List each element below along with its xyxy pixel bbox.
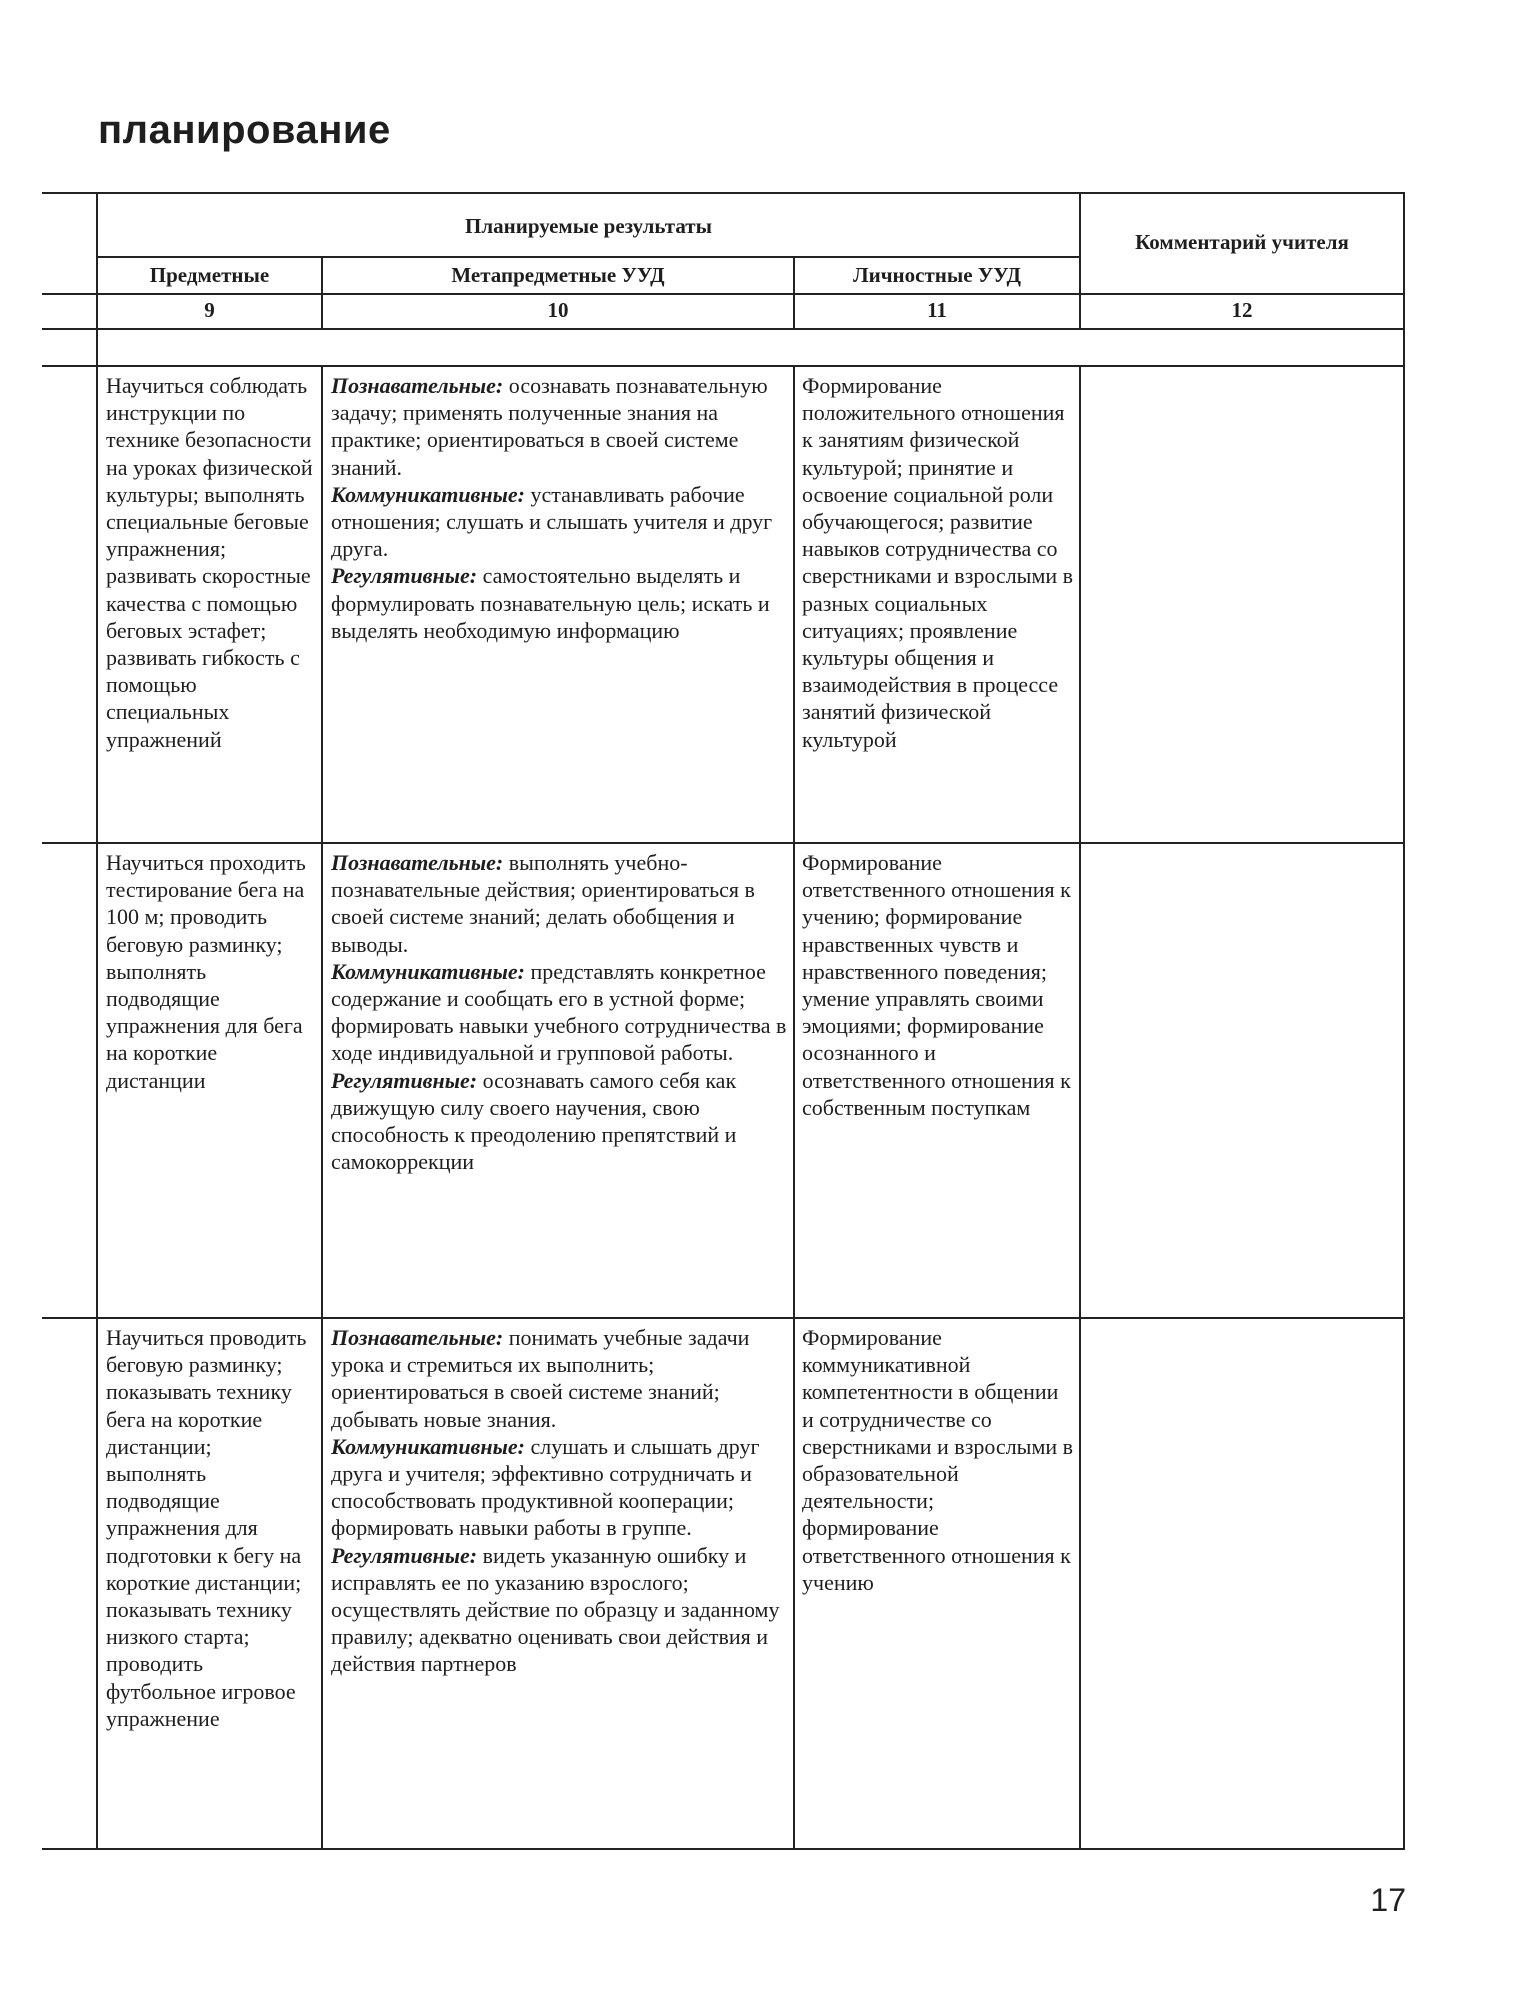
- row3-meta-cognitive-text: понимать учебные задачи урока и стремиться их выполнить; ориентироваться в своей системе знаний; добывать новые знания.: [331, 1325, 750, 1432]
- left-border: [96, 192, 98, 1850]
- right-border: [1403, 192, 1405, 1850]
- page-title: планирование: [98, 108, 391, 152]
- header-subject: Предметные: [149, 263, 270, 287]
- row3-meta-cognitive-label: Познавательные:: [331, 1325, 504, 1350]
- header-personal: Личностные УУД: [852, 263, 1022, 287]
- header-number-12: 12: [1231, 298, 1253, 322]
- header-comment: Комментарий учителя: [1135, 230, 1349, 254]
- row1-meta-regulatory-text: самостоятельно выделять и формулировать познавательную цель; искать и выделять необходимую информацию: [331, 563, 770, 643]
- row2-bottom-rule: [42, 1317, 1404, 1319]
- row2-meta-communicative-text: представлять конкретное содержание и сообщать его в устной форме; формировать навыки учебного сотрудничества в ходе индивидуальной и групповой работы.: [331, 958, 787, 1066]
- row3-meta-regulatory-text: видеть указанную ошибку и исправлять ее по указанию взрослого; осуществлять действие по образцу и заданному правилу; адекватно оценивать свои действия и действия партнеров: [331, 1542, 780, 1677]
- row1-meta-communicative-label: Коммуникативные:: [331, 481, 525, 507]
- row2-meta-communicative-label: Коммуникативные:: [331, 958, 525, 984]
- table-bottom-rule: [42, 1848, 1404, 1850]
- header-number-11: 11: [927, 298, 947, 322]
- col-divider-3-body: [1079, 365, 1081, 1850]
- row3-meta-communicative-label: Коммуникативные:: [331, 1433, 525, 1459]
- row2-meta-regulatory-text: осознавать самого себя как движущую силу своего научения, свою способность к преодолению препятствий и самокоррекции: [331, 1067, 737, 1175]
- header-group-rule: [97, 256, 1080, 258]
- row1-subject: Научиться соблюдать инструкции по технике безопасности на уроках физической культуры; выполнять специальные беговые упражнения; развивать скоростные качества с помощью беговых эстафет; развивать гибкость с помощью специальных упражнений: [106, 373, 313, 752]
- row3-subject: Научиться проводить беговую разминку; показывать технику бега на короткие дистанции; выполнять подводящие упражнения для подготовки к бегу на короткие дистанции; показывать технику низкого старта; проводить футбольное игровое упражнение: [106, 1325, 307, 1731]
- header-meta: Метапредметные УУД: [451, 263, 665, 287]
- row2-subject: Научиться проходить тестирование бега на 100 м; проводить беговую разминку; выполнять подводящие упражнения для бега на короткие дистанции: [106, 850, 306, 1093]
- row3-personal: Формирование коммуникативной компетентности в общении и сотрудничестве со сверстниками и взрослыми в образовательной деятельности; формирование ответственного отношения к учению: [802, 1325, 1074, 1595]
- row1-personal: Формирование положительного отношения к занятиям физической культурой; принятие и освоение социальной роли обучающегося; развитие навыков сотрудничества со сверстниками и взрослыми в разных социальных ситуациях; проявление культуры общения и взаимодействия в процессе занятий физической культурой: [802, 373, 1074, 752]
- row1-meta-regulatory-label: Регулятивные:: [331, 563, 478, 589]
- row1-meta: [331, 372, 787, 644]
- spacer-bottom-rule: [42, 365, 1404, 367]
- row3-meta-communicative-text: слушать и слышать друг друга и учителя; эффективно сотрудничать и способствовать продуктивной кооперации; формировать навыки работы в группе.: [331, 1433, 760, 1541]
- page-number: 17: [1370, 1882, 1406, 1918]
- header-group: Планируемые результаты: [465, 214, 712, 238]
- header-number-10: 10: [547, 298, 569, 322]
- table-top-rule: [42, 192, 1404, 194]
- row3-meta-regulatory-label: Регулятивные:: [331, 1542, 478, 1568]
- row2-meta-cognitive-label: Познавательные:: [331, 850, 504, 875]
- row3-meta: [331, 1324, 787, 1678]
- row2-meta-cognitive-text: выполнять учебно-познавательные действия; ориентироваться в своей системе знаний; делать обобщения и выводы.: [331, 850, 755, 957]
- col-divider-2-body: [793, 365, 795, 1850]
- row1-meta-cognitive-text: осознавать познавательную задачу; применять полученные знания на практике; ориентироваться в своей системе знаний.: [331, 373, 768, 480]
- header-bottom-rule: [42, 293, 1404, 295]
- numbers-bottom-rule: [42, 328, 1404, 330]
- row2-meta-regulatory-label: Регулятивные:: [331, 1067, 478, 1093]
- row2-personal: Формирование ответственного отношения к учению; формирование нравственных чувств и нравственного поведения; умение управлять своими эмоциями; формирование осознанного и ответственного отношения к собственным поступкам: [802, 850, 1071, 1120]
- row1-meta-cognitive-label: Познавательные:: [331, 373, 504, 398]
- col-divider-1-body: [321, 365, 323, 1850]
- row2-meta: [331, 849, 787, 1175]
- row1-meta-communicative-text: устанавливать рабочие отношения; слушать и слышать учителя и друг друга.: [331, 481, 773, 562]
- header-number-9: 9: [204, 298, 215, 322]
- row1-bottom-rule: [42, 842, 1404, 844]
